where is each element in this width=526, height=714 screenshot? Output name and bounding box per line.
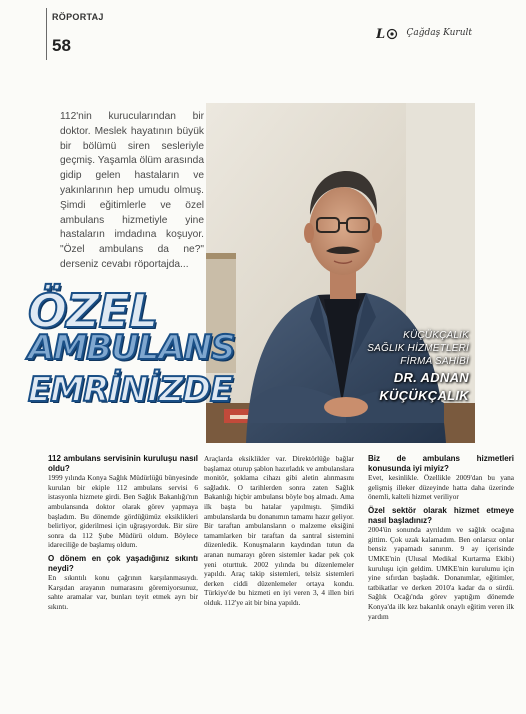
interview-answer: Evet, kesinlikle. Özellikle 2009'dan bu yana gelişmiş illeker düzeyinde hatta daha üzerinde önemli, kalteli hizmet veriliyor	[368, 473, 514, 502]
headline-line-1: ÖZEL	[28, 284, 158, 338]
caption-name-line: KÜÇÜKÇALIK	[379, 388, 469, 403]
interview-answer: Araçlarda eksiklikler var. Direktörlüğe bağlar başlamaz oturup şablon hazırladık ve ambulanslara monitör, şoklama cihazı gibi aletin alınmasını sağladık. O tarihlerden sonra zaten Sağlık Bakanlığı hiçbir ambulansı böyle boş almadı. Ama ilk başta bu hatalar yapılmıştı. Şimdiki ambulanslarda bu donanımın tamamı hazır geliyor. Bir taraftan ambulansların o malzeme eksiğini tamamlarken bir taraftan da santral sistemini düzenledik. Konuşmaların kaydından tutun da aranan numarayı gören sistemler kadar pek çok yeni oturttuk. 2002 yılında bu düzenlemeler yapıldı. Araç takip sistemleri, telsiz sistemleri derken ciddi düzenlemeler ortaya kondu. Türkiye'de bu hizmeti en iyi veren 3, 4 illen biri olduk. 112'ye ait bir bina yapıldı.	[204, 454, 354, 607]
magazine-brand	[376, 26, 472, 40]
interview-answer: 1999 yılında Konya Sağlık Müdürlüğü bünyesinde kurulan bir ekiple 112 ambulans servisi 6 istasyonla hizmete girdi. Ben Sağlık Bakanlığı'nın ambulansında doktor olarak görev yapmaya başladım. Bu dönemde gördüğümüz eksiklikleri belirliyor, giderilmesi için uğraşıyorduk. Bir süre sonra da 112 Şube Müdürü oldum. Böylece idareciliğe de başlamış oldum.	[48, 473, 198, 550]
interview-answer: En sıkıntılı konu çağrının karşılanmasıydı. Karşıdan arayanın numarasını göremiyorsunuz, sahte aramalar var, bunları teyit etmek ayrı bir sıkıntı.	[48, 573, 198, 611]
portrait-photo	[206, 103, 475, 443]
article-column-2	[204, 454, 354, 612]
intro-paragraph: 112'nin kurucularından bir doktor. Meslek hayatının büyük bir bölümü siren sesleriyle geçmiş. Yaşamla ölüm arasında gidip gelen hastaların ve yakınlarının hep umudu olmuş. Şimdi eğitimlerle ve özel ambulans hizmetiyle yine hastaların imdadına koşuyor. "Özel ambulans da ne?" derseniz cevabı röportajda...	[60, 111, 205, 270]
svg-text:L: L	[376, 27, 386, 40]
caption-role-line: FİRMA SAHİBİ	[400, 356, 469, 367]
brand-name: Çağdaş Kurult	[406, 28, 472, 38]
article-column-1	[48, 454, 198, 616]
header-divider	[46, 8, 47, 60]
interview-question: O dönem en çok yaşadığınız sıkıntı neydi?	[48, 553, 198, 573]
article-column-3	[368, 454, 514, 625]
caption-name-line: DR. ADNAN	[393, 370, 469, 385]
headline-line-3: EMRİNİZDE	[28, 370, 233, 410]
caption-name	[379, 369, 469, 405]
caption-role-line: KÜÇÜKÇALIK	[403, 330, 469, 341]
page-number: 58	[52, 36, 71, 55]
caption-role-line: SAĞLIK HİZMETLERİ	[367, 343, 469, 354]
interview-question: Özel sektör olarak hizmet etmeye nasıl başladınız?	[368, 505, 514, 525]
interview-answer: 2004'ün sonunda ayrıldım ve sağlık ocağına gittim. Çok uzak kalamadım. Ben onlarsız onlar bensiz yapamadı sanırım. 9 ay içerisinde UMKE'nin (Ulusal Medikal Kurtarma Ekibi) kuruluşu için geldim. UMKE'nin kurulumu için yine sıfırdan başladık. Donanımlar, eğitimler, tatbikatlar ve derken 2010'a kadar da o sürdü. Sağlık Ocağı'nda görev yaptığım dönemde Konya'da ilk kez bakanlık onaylı eğitim veren ilk yardım	[368, 525, 514, 621]
caption-role	[367, 329, 469, 368]
interview-question: Biz de ambulans hizmetleri konusunda iyi miyiz?	[368, 454, 514, 473]
interview-question: 112 ambulans servisinin kuruluşu nasıl oldu?	[48, 454, 198, 473]
section-label: RÖPORTAJ	[52, 12, 104, 22]
brand-logo-icon	[376, 26, 402, 40]
headline-line-2: AMBULANS	[28, 328, 235, 368]
